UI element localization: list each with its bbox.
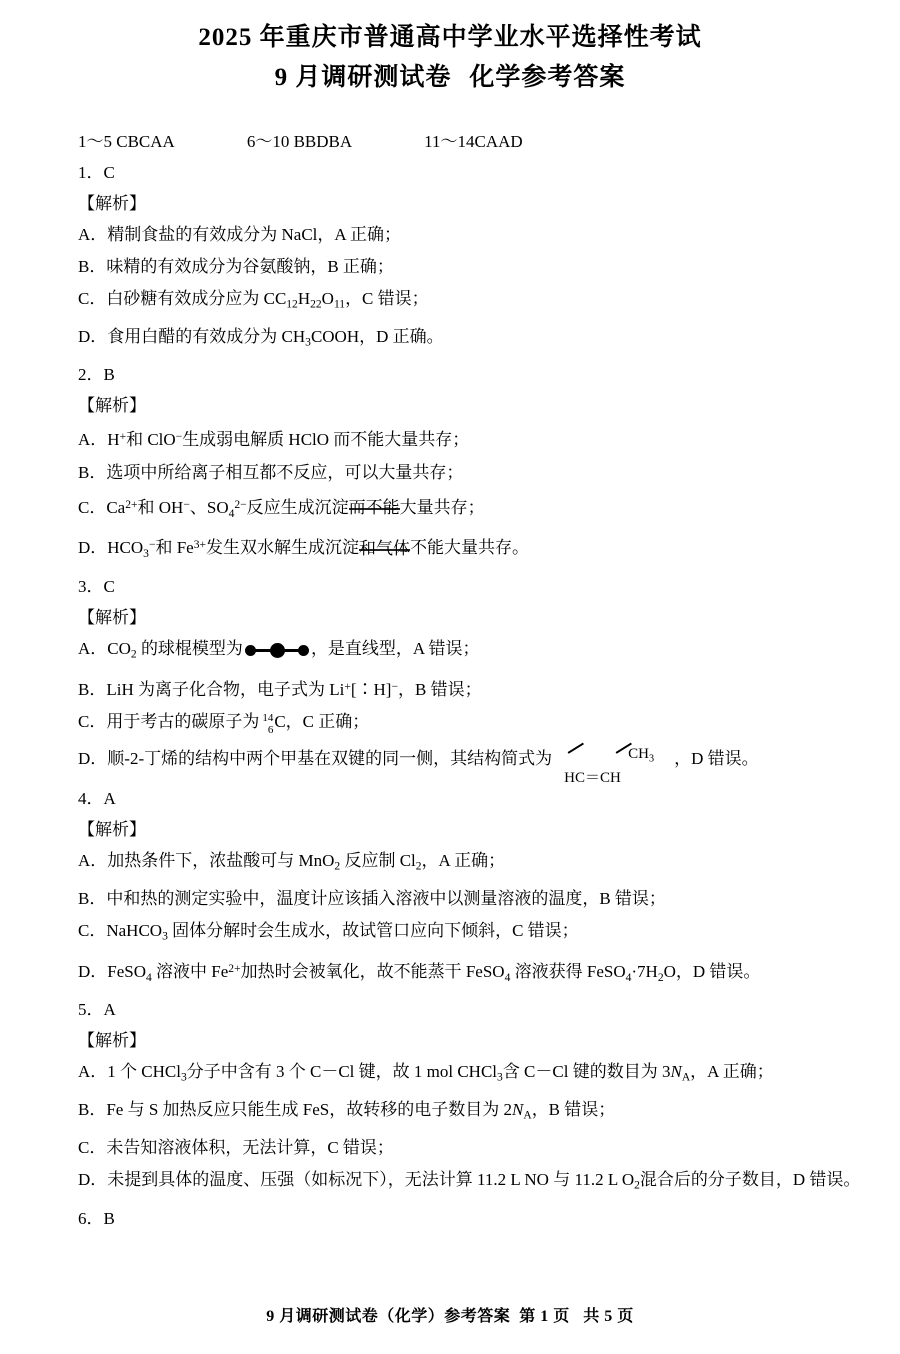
- analysis-label-1: 【解析】: [78, 194, 146, 213]
- question-4-option-a: A．加热条件下，浓盐酸可与 MnO$_2$ 反应制 $Cl_2$，A 正确；: [78, 851, 506, 873]
- answer-key-row: [78, 128, 822, 156]
- analysis-label-4: 【解析】: [78, 820, 146, 840]
- question-number-4: 4．A: [78, 789, 116, 809]
- answer-key-group-3: 11～14CAAD: [424, 132, 523, 151]
- answer-key-group-2: 6～10 BBDBA: [246, 132, 353, 151]
- question-3-option-d-pre: D．顺-2-丁烯的结构中两个甲基在双键的同一侧，其结构简式为: [78, 749, 553, 769]
- question-3-option-b: B．LiH 为离子化合物，电子式为 Li+[∶H]−，B 错误；: [78, 680, 482, 700]
- analysis-label-3: 【解析】: [78, 608, 146, 628]
- question-number-6: 6．B: [78, 1208, 115, 1228]
- carbon-14-isotope-notation: 14 6: [262, 712, 274, 737]
- question-1-option-d: D．食用白醋的有效成分为 $CH_3COOH$，D 正确。: [78, 326, 444, 349]
- question-number-5: 5．A: [78, 1000, 116, 1020]
- question-2-option-a: A．H+和 ClO−生成弱电解质 HClO 而不能大量共存；: [78, 430, 470, 450]
- page-title-exam-name: 9 月调研测试卷: [274, 64, 452, 91]
- page-title-line-1: 2025 年重庆市普通高中学业水平选择性考试: [198, 24, 702, 51]
- footer-title: 9 月调研测试卷（化学）参考答案: [266, 1308, 511, 1325]
- question-1-option-c: C．白砂糖有效成分应为 $CC_{12}H_{22}O_{11}$，C 错误；: [78, 289, 429, 311]
- question-5-option-c: C．未告知溶液体积，无法计算，C 错误；: [78, 1137, 394, 1157]
- question-4-option-b: B．中和热的测定实验中，温度计应该插入溶液中以测量溶液的温度，B 错误；: [78, 888, 666, 908]
- co2-ball-stick-model-icon: [245, 643, 309, 657]
- footer-page-current: 第 1 页: [519, 1308, 570, 1325]
- analysis-label-5: 【解析】: [78, 1031, 146, 1051]
- question-3-option-c-pre: C．用于考古的碳原子为: [78, 712, 260, 732]
- cis-2-butene-structure-icon: $CH_3$ HC＝CH: [554, 738, 672, 782]
- question-3-option-b-post: ，B 错误；: [397, 680, 482, 700]
- question-1-option-a: A．精制食盐的有效成分为 NaCl，A 正确；: [78, 225, 401, 244]
- question-1-option-d-pre: D．食用白醋的有效成分为 CH: [78, 326, 306, 346]
- question-2-option-c: C．$Ca^{2+}$和 OH−、$SO_4^{2-}$反应生成沉淀 大量共存；: [78, 497, 485, 520]
- question-5-option-a: A．1 个 CHCl$_3$分子中含有 3 个 C－Cl 键，故 1 mol CHCl$_3$含 C－Cl 键的数目为 $3N_A$，A 正确；: [78, 1062, 774, 1085]
- question-4-option-c: C．NaHCO$_3$ 固体分解时会生成水，故试管口应向下倾斜，C 错误；: [78, 920, 579, 943]
- question-number-3: 3．C: [78, 577, 115, 597]
- question-number-1: 1．C: [78, 163, 115, 182]
- question-1-option-b: B．味精的有效成分为谷氨酸钠，B 正确；: [78, 257, 394, 276]
- page-title-line-2: [78, 58, 822, 98]
- question-3-option-a-post: ，是直线型，A 错误；: [310, 639, 480, 659]
- question-3-option-b-pre: B．LiH 为离子化合物，电子式为 Li: [78, 680, 345, 700]
- question-5-option-d: D．未提到具体的温度、压强（如标况下），无法计算 11.2 L NO 与 11.2 L $O_2$混合后的分子数目，D 错误。: [78, 1169, 861, 1192]
- question-2-option-b: B．选项中所给离子相互都不反应，可以大量共存；: [78, 462, 464, 482]
- question-4-option-d: D．FeSO$_4$ 溶液中 $Fe^{2+}$加热时会被氧化，故不能蒸干 FeSO$_4$ 溶液获得 $FeSO_4\cdot 7H_2O$，D 错误。: [78, 961, 761, 984]
- question-1-option-c-pre: C．白砂糖有效成分应为 C: [78, 289, 275, 308]
- question-2-option-d: D．$HCO_3^-$和 $Fe^{3+}$发生双水解生成沉淀 不能大量共存。: [78, 538, 530, 561]
- question-3-option-a-pre: A．CO: [78, 639, 131, 659]
- question-3-option-d-post: ，D 错误。: [674, 749, 759, 769]
- analysis-label-2: 【解析】: [78, 396, 146, 416]
- footer-page-total: 共 5 页: [583, 1308, 634, 1325]
- question-3-option-d: [78, 738, 822, 787]
- question-3-option-c: [78, 706, 822, 738]
- page-title-subject: 化学参考答案: [469, 64, 626, 91]
- question-3-option-a: A．$CO_2$ 的球棍模型为 ，是直线型，A 错误；: [78, 639, 480, 661]
- question-3-option-c-post: C，C 正确；: [274, 712, 370, 732]
- question-1-option-c-post: ，C 错误；: [345, 289, 429, 308]
- question-1-option-d-post: COOH，D 正确。: [310, 326, 444, 346]
- question-5-option-b: B．Fe 与 S 加热反应只能生成 FeS，故转移的电子数目为 $2N_A$，B 错误；: [78, 1100, 616, 1122]
- answer-key-group-1: 1～5 CBCAA: [78, 132, 175, 151]
- question-number-2: 2．B: [78, 365, 115, 385]
- question-3-option-a-mid: 的球棍模型为: [140, 639, 243, 659]
- document-title-block: [78, 18, 822, 98]
- page-footer: [0, 1303, 900, 1326]
